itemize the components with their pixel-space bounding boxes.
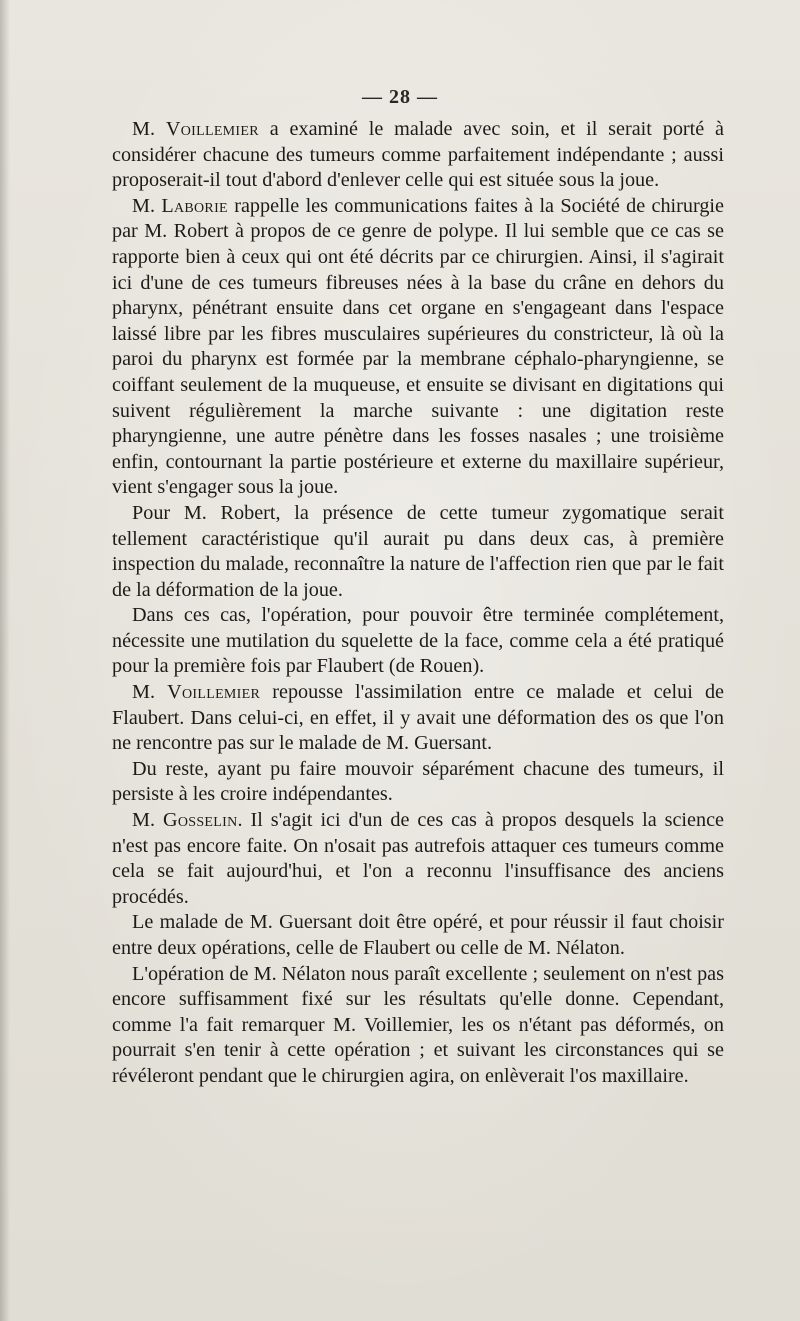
paragraph-9 xyxy=(112,962,724,1090)
paragraph-text: Dans ces cas, l'opération, pour pouvoir être terminée complétement, nécessite une mutilation du squelette de la face, comme cela a été pratiqué pour la première fois par Flaubert (de Rouen). xyxy=(112,604,724,678)
paragraph-5 xyxy=(112,680,724,757)
paragraph-text: rappelle les communications faites à la Société de chirurgie par M. Robert à propos de ce genre de polype. Il lui semble que ce cas se rapporte bien à ceux qui ont été décrits par ce chirurgien. Ainsi, il s'agirait ici d'une de ces tumeurs fibreuses nées à la base du crâne en dehors du pharynx, pénétrant ensuite dans cet organe en s'engageant dans l'espace laissé libre par les fibres musculaires supérieures du constricteur, là où la paroi du pharynx est formée par la membrane céphalo-pharyngienne, se coiffant seulement de la muqueuse, et ensuite se divisant en digitations qui suivent régulièrement la marche suivante : une digitation reste pharyngienne, une autre pénètre dans les fosses nasales ; une troisième enfin, contournant la partie postérieure et externe du maxillaire supérieur, vient s'engager sous la joue. xyxy=(112,194,725,499)
speaker-name: Voillemier xyxy=(165,118,259,140)
paragraph-text: a examiné le malade avec soin, et il serait porté à considérer chacune des tumeurs comme parfaitement indépendante ; aussi proposerait-il tout d'abord d'enlever celle qui est située sous la joue. xyxy=(112,118,725,192)
paragraph-text: Pour M. Robert, la présence de cette tumeur zygomatique serait tellement caractéristique qu'il aurait pu dans deux cas, à première inspection du malade, reconnaître la nature de l'affection rien que par le fait de la déformation de la joue. xyxy=(112,501,724,601)
page-number: — 28 — xyxy=(362,86,438,108)
paragraph-text: . Il s'agit ici d'un de ces cas à propos desquels la science n'est pas encore faite. On n'osait pas autrefois attaquer ces tumeurs comme cela se fait aujourd'hui, et l'on a reconnu l'insuffisance des anciens procédés. xyxy=(112,809,724,908)
paragraph-text: L'opération de M. Nélaton nous paraît excellente ; seulement on n'est pas encore suffisamment fixé sur les résultats qu'elle donne. Cependant, comme l'a fait remarquer M. Voillemier, les os n'étant pas déformés, on pourrait s'en tenir à cette opération ; et suivant les circonstances qui se révéleront pendant que le chirurgien agira, on enlèverait l'os maxillaire. xyxy=(112,962,724,1087)
speaker-prefix: M. xyxy=(132,809,163,832)
paragraph-2 xyxy=(112,194,724,501)
paragraph-text: Du reste, ayant pu faire mouvoir séparément chacune des tumeurs, il persiste à les croire indépendantes. xyxy=(112,757,724,806)
paragraph-text: Le malade de M. Guersant doit être opéré, et pour réussir il faut choisir entre deux opérations, celle de Flaubert ou celle de M. Nélaton. xyxy=(112,911,724,959)
paragraph-3 xyxy=(112,501,724,603)
speaker-name: Voillemier xyxy=(167,681,261,704)
paragraph-1 xyxy=(112,117,724,194)
page-edge-shadow xyxy=(0,0,10,1321)
speaker-prefix: M. xyxy=(132,118,166,140)
paragraph-8 xyxy=(112,910,724,961)
speaker-name: Laborie xyxy=(161,194,228,217)
paragraph-7 xyxy=(112,808,724,910)
speaker-prefix: M. xyxy=(132,194,162,217)
paragraph-text: repousse l'assimilation entre ce malade et celui de Flaubert. Dans celui-ci, en effet, il y avait une déformation des os que l'on ne rencontre pas sur le malade de M. Guersant. xyxy=(112,681,724,755)
paragraph-6 xyxy=(112,757,724,808)
speaker-name: Gosselin xyxy=(162,809,238,832)
paragraph-4 xyxy=(112,603,724,680)
speaker-prefix: M. xyxy=(132,681,168,704)
body-text xyxy=(112,117,724,1090)
